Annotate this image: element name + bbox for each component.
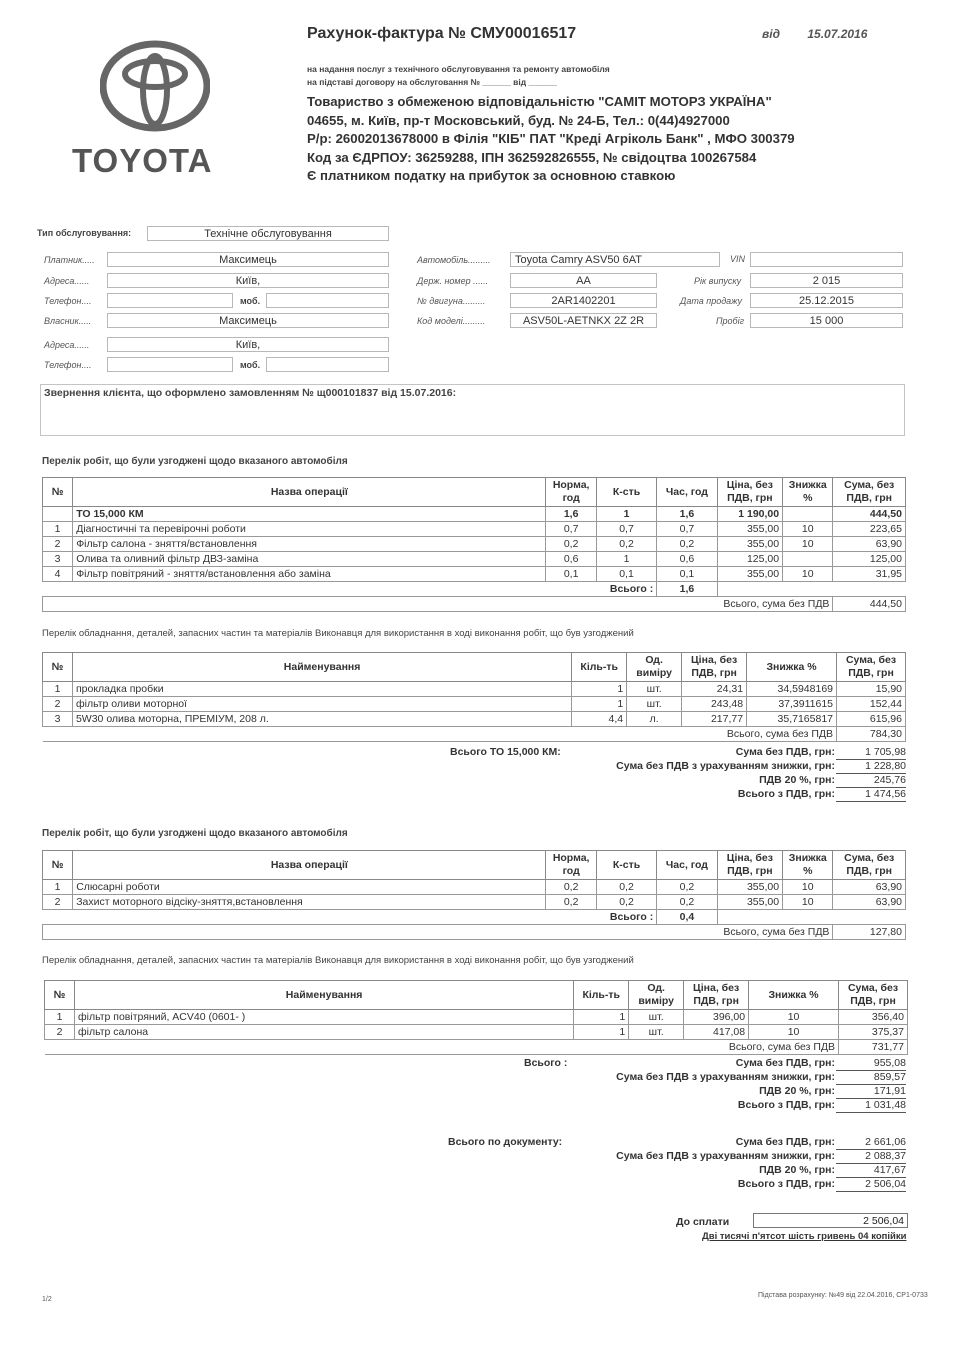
table-cell: 444,50 [833,507,906,522]
table-cell: 2 [45,1025,75,1040]
table-cell: шт. [629,1010,684,1025]
service-type-label: Тип обслуговування: [37,228,132,238]
owner-label: Власник..... [44,316,92,326]
table-cell: 0,7 [657,522,717,537]
table-cell: 0,1 [657,567,717,582]
payment-amount: 2 506,04 [753,1213,908,1228]
company-address: 04655, м. Київ, пр-т Московський, буд. № 24-Б, Тел.: 0(44)4927000 [307,112,730,128]
col-unit: Од. виміру [629,981,684,1010]
works-table [42,477,906,612]
col-price: Ціна, без ПДВ, грн [684,981,749,1010]
table-cell: 31,95 [833,567,906,582]
sum-value: 731,77 [839,1040,908,1055]
total-hours: 1,6 [657,582,717,597]
sale-date-label: Дата продажу [680,296,742,306]
table-cell: 0,2 [546,537,596,552]
owner-address-field: Київ, [107,337,389,352]
table-cell: 1 190,00 [717,507,782,522]
total-label: Всього : [43,582,657,597]
col-hours: Час, год [657,851,717,880]
col-discount: Знижка % [783,478,833,507]
engine-field: 2AR1402201 [510,293,657,308]
table-row [43,552,906,567]
contract-line: на підставі договору на обслуговання № ______ від ______ [307,77,557,87]
year-label: Рік випуску [694,276,742,286]
totals-line-value: 2 661,06 [836,1136,906,1150]
totals-line-label: ПДВ 20 %, грн: [759,1164,835,1176]
company-codes: Код за ЄДРПОУ: 36259288, ІПН 362592826555, № свідоцтва 100267584 [307,149,757,165]
table-cell: 1 [596,507,656,522]
totals-line-label: Всього з ПДВ, грн: [737,1178,835,1190]
table-cell: 152,44 [837,697,906,712]
col-hours: Час, год [657,478,717,507]
works-sum-row [43,597,906,612]
col-price: Ціна, без ПДВ, грн [717,478,782,507]
col-discount: Знижка % [747,653,837,682]
owner-field: Максимець [107,313,389,328]
works2-table-header [43,851,906,880]
total-hours: 0,4 [657,910,717,925]
totals-line-value: 1 474,56 [836,788,906,802]
col-number: № [43,653,73,682]
sum-label: Всього, сума без ПДВ [43,925,833,940]
totals2-label: Всього : [524,1057,568,1069]
totals-to-label: Всього ТО 15,000 КМ: [450,746,561,758]
model-field: ASV50L-AETNKX 2Z 2R [510,313,657,328]
invoice-date: 15.07.2016 [807,27,868,41]
table-row [45,1025,908,1040]
owner-phone-field [107,357,233,372]
table-cell: 0,2 [657,895,717,910]
table-cell: 417,08 [684,1025,749,1040]
totals-line-label: Сума без ПДВ, грн: [735,1136,835,1148]
car-label: Автомобіль......... [417,255,491,265]
table-cell: шт. [627,697,682,712]
owner-mobile-field [266,357,389,372]
table-cell: 3 [43,712,73,727]
table-cell: 15,90 [837,682,906,697]
parts-table [42,652,906,742]
table-cell: 63,90 [833,895,906,910]
totals-line-value: 2 088,37 [836,1150,906,1164]
totals-line-label: Всього з ПДВ, грн: [737,1099,835,1111]
table-cell: 0,2 [546,895,596,910]
table-row [43,522,906,537]
parts-sum-row [43,727,906,742]
table-cell: 5W30 олива моторна, ПРЕМІУМ, 208 л. [72,712,571,727]
table-cell: Фільтр повітряний - зняття/встановлення або заміна [73,567,546,582]
col-operation: Назва операції [73,851,546,880]
works-section-title: Перелік робіт, що були узгоджені щодо вказаного автомобіля [42,456,348,467]
plate-field: АА [510,273,657,288]
col-number: № [45,981,75,1010]
table-cell: 0,7 [596,522,656,537]
table-cell: 1,6 [657,507,717,522]
table-cell: фільтр повітряний, ACV40 (0601- ) [74,1010,573,1025]
works2-section-title: Перелік робіт, що були узгоджені щодо вказаного автомобіля [42,828,348,839]
table-cell: 1 [572,682,627,697]
totals-line-label: ПДВ 20 %, грн: [759,774,835,786]
table-cell: 355,00 [717,880,782,895]
col-name: Найменування [72,653,571,682]
totals-line-value: 1 031,48 [836,1099,906,1113]
client-request-text: Звернення клієнта, що оформлено замовленням № щ000101837 від 15.07.2016: [44,387,457,399]
sum-label: Всього, сума без ПДВ [45,1040,839,1055]
sum-value: 444,50 [833,597,906,612]
totals-line-value: 245,76 [836,774,906,788]
col-discount: Знижка % [749,981,839,1010]
totals-line-label: Сума без ПДВ з урахуванням знижки, грн: [616,1071,835,1083]
car-field: Toyota Camry ASV50 6AT [510,252,720,267]
table-cell: 10 [783,895,833,910]
table-cell: 1 [45,1010,75,1025]
col-sum: Сума, без ПДВ, грн [837,653,906,682]
table-cell: 63,90 [833,537,906,552]
totals-line-value: 859,57 [836,1071,906,1085]
mileage-field: 15 000 [750,313,903,328]
table-cell [783,552,833,567]
parts2-table-header [45,981,908,1010]
col-operation: Назва операції [73,478,546,507]
table-cell: 125,00 [833,552,906,567]
table-cell: 125,00 [717,552,782,567]
payer-label: Платник..... [44,255,95,265]
table-cell: 223,65 [833,522,906,537]
table-cell: 355,00 [717,567,782,582]
client-request-box [40,384,905,436]
col-norm: Норма, год [546,478,596,507]
col-sum: Сума, без ПДВ, грн [839,981,908,1010]
invoice-header [307,25,927,186]
table-cell: 1 [43,880,73,895]
table-cell [783,507,833,522]
invoice-date-block [762,27,867,41]
totals-line-label: Сума без ПДВ, грн: [735,1057,835,1069]
totals-line-label: Сума без ПДВ з урахуванням знижки, грн: [616,760,835,772]
col-qty: Кіль-ть [574,981,629,1010]
col-price: Ціна, без ПДВ, грн [682,653,747,682]
mileage-label: Пробіг [716,316,745,326]
mobile-field [266,293,389,308]
table-cell: 1 [574,1025,629,1040]
col-number: № [43,851,73,880]
table-row [43,537,906,552]
vin-field [750,252,903,267]
sum-value: 784,30 [837,727,906,742]
table-cell: 37,3911615 [747,697,837,712]
sum-label: Всього, сума без ПДВ [43,727,837,742]
table-cell: фільтр оливи моторної [72,697,571,712]
col-norm: Норма, год [546,851,596,880]
table-cell: 0,6 [657,552,717,567]
table-cell: 0,1 [596,567,656,582]
table-row [43,697,906,712]
totals-line-label: Всього з ПДВ, грн: [737,788,835,800]
phone-field [107,293,233,308]
table-cell: 2 [43,895,73,910]
table-cell: 0,2 [596,880,656,895]
table-cell: 0,2 [546,880,596,895]
table-cell: 1,6 [546,507,596,522]
empty-cell [717,910,905,925]
table-row [43,682,906,697]
empty-cell [717,582,905,597]
table-row [43,712,906,727]
table-cell: 355,00 [717,537,782,552]
payment-basis: Підстава розрахунку: №49 від 22.04.2016, СР1-0733 [758,1292,928,1299]
toyota-emblem-icon [100,40,210,132]
table-cell: 0,6 [546,552,596,567]
table-cell: Слюсарні роботи [73,880,546,895]
table-cell: 217,77 [682,712,747,727]
works-table-header [43,478,906,507]
sum-label: Всього, сума без ПДВ [43,597,833,612]
table-cell: шт. [627,682,682,697]
table-cell: 3 [43,552,73,567]
table-cell: 355,00 [717,522,782,537]
table-cell: 1 [596,552,656,567]
parts2-table [44,980,908,1055]
table-cell: 243,48 [682,697,747,712]
col-price: Ціна, без ПДВ, грн [717,851,782,880]
table-cell: 356,40 [839,1010,908,1025]
totals-line-value: 955,08 [836,1057,906,1071]
table-cell: 4,4 [572,712,627,727]
totals-line-value: 2 506,04 [836,1178,906,1192]
parts-section-title: Перелік обладнання, деталей, запасних частин та матеріалів Виконавця для використання в ході виконання робіт, що був узгоджений [42,628,634,639]
table-cell: 10 [783,880,833,895]
col-unit: Од. виміру [627,653,682,682]
service-type-field: Технічне обслуговування [147,226,389,241]
owner-phone-label: Телефон.... [44,360,92,370]
table-cell: 10 [783,567,833,582]
table-cell: л. [627,712,682,727]
table-cell: 0,2 [596,537,656,552]
parts2-sum-row [45,1040,908,1055]
col-qty: К-сть [596,478,656,507]
col-sum: Сума, без ПДВ, грн [833,478,906,507]
table-cell: 355,00 [717,895,782,910]
tax-status: Є платником податку на прибуток за основною ставкою [307,168,676,183]
company-name: Товариство з обмеженою відповідальністю "САМІТ МОТОРЗ УКРАЇНА" [307,94,772,109]
table-cell: 1 [43,682,73,697]
works2-sum-row [43,925,906,940]
date-from-label: від [762,27,780,41]
payment-in-words: Дві тисячі п'ятсот шість гривень 04 копійки [702,1231,907,1242]
totals-line-label: ПДВ 20 %, грн: [759,1085,835,1097]
works2-table [42,850,906,940]
table-cell: 0,2 [657,880,717,895]
table-cell [43,507,73,522]
plate-label: Держ. номер ...... [417,276,489,286]
table-cell: 10 [749,1010,839,1025]
col-name: Найменування [74,981,573,1010]
table-cell: 2 [43,537,73,552]
table-cell: 10 [783,537,833,552]
table-cell: 396,00 [684,1010,749,1025]
table-cell: 1 [574,1010,629,1025]
totals-line-label: Сума без ПДВ з урахуванням знижки, грн: [616,1150,835,1162]
table-cell: Діагностичні та перевірочні роботи [73,522,546,537]
col-number: № [43,478,73,507]
document-total-label: Всього по документу: [448,1136,563,1148]
table-cell: 10 [749,1025,839,1040]
sale-date-field: 25.12.2015 [750,293,903,308]
table-cell: 1 [43,522,73,537]
sum-value: 127,80 [833,925,906,940]
address-label: Адреса...... [44,276,90,286]
year-field: 2 015 [750,273,903,288]
table-cell: прокладка пробки [72,682,571,697]
totals-line-value: 417,67 [836,1164,906,1178]
table-cell: Олива та оливний фільтр ДВЗ-заміна [73,552,546,567]
table-cell: ТО 15,000 КМ [73,507,546,522]
table-row [43,895,906,910]
table-cell: 0,1 [546,567,596,582]
engine-label: № двигуна......... [417,296,486,306]
payer-field: Максимець [107,252,389,267]
table-cell: Фільтр салона - зняття/встановлення [73,537,546,552]
vin-label: VIN [730,254,746,264]
table-cell: 63,90 [833,880,906,895]
table-cell: 24,31 [682,682,747,697]
table-cell: 10 [783,522,833,537]
table-cell: 0,2 [596,895,656,910]
address-field: Київ, [107,273,389,288]
table-cell: шт. [629,1025,684,1040]
works-group-row [43,507,906,522]
totals-line-value: 171,91 [836,1085,906,1099]
totals-line-value: 1 228,80 [836,760,906,774]
table-row [43,880,906,895]
table-cell: 34,5948169 [747,682,837,697]
works-total-row [43,582,906,597]
brand-wordmark: TOYOTA [72,142,213,179]
totals-line-label: Сума без ПДВ, грн: [735,746,835,758]
table-cell: фільтр салона [74,1025,573,1040]
payment-label: До сплати [676,1216,730,1228]
table-cell: 0,2 [657,537,717,552]
totals-line-value: 1 705,98 [836,746,906,760]
toyota-logo [60,40,250,190]
table-row [43,567,906,582]
parts2-section-title: Перелік обладнання, деталей, запасних частин та матеріалів Виконавця для використання в ході виконання робіт, що був узгоджений [42,955,634,966]
col-sum: Сума, без ПДВ, грн [833,851,906,880]
parts-table-header [43,653,906,682]
table-cell: 35,7165817 [747,712,837,727]
model-label: Код моделі......... [417,316,486,326]
table-cell: 1 [572,697,627,712]
invoice-title: Рахунок-фактура № СМУ00016517 [307,25,577,42]
table-cell: 615,96 [837,712,906,727]
table-cell: Захист моторного відсіку-зняття,встановлення [73,895,546,910]
table-cell: 2 [43,697,73,712]
table-cell: 0,7 [546,522,596,537]
col-discount: Знижка % [783,851,833,880]
table-cell: 4 [43,567,73,582]
total-label: Всього : [43,910,657,925]
owner-address-label: Адреса...... [44,340,90,350]
bank-account: Р/р: 26002013678000 в Філія "КІБ" ПАТ "Креді Агріколь Банк" , МФО 300379 [307,131,795,146]
phone-label: Телефон.... [44,296,92,306]
table-row [45,1010,908,1025]
owner-mob-label: моб. [240,360,261,370]
col-qty: Кіль-ть [572,653,627,682]
service-description: на надання послуг з технічного обслуговування та ремонту автомобіля [307,64,610,74]
table-cell: 375,37 [839,1025,908,1040]
works2-total-row [43,910,906,925]
col-qty: К-сть [596,851,656,880]
mob-label: моб. [240,296,261,306]
page-number: 1/2 [42,1296,52,1303]
